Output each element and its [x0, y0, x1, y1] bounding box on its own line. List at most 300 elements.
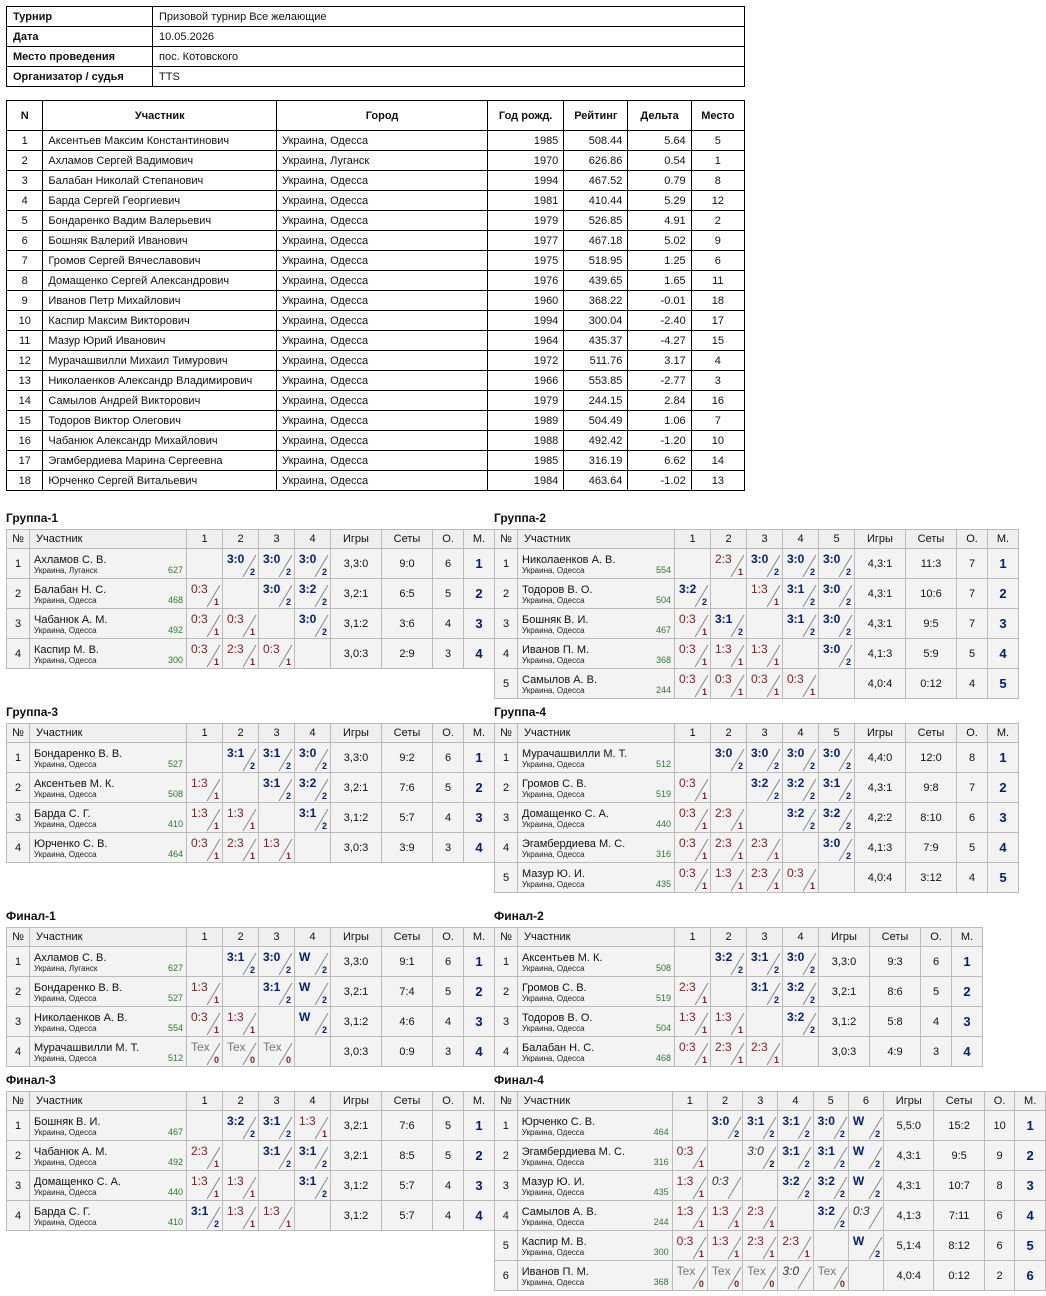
match-score: W: [852, 1174, 865, 1188]
place-cell: 2: [464, 579, 495, 609]
match-score: 0:3: [679, 672, 696, 686]
tournament-info-table: [6, 6, 745, 87]
player-cell: [517, 1201, 672, 1231]
group-row: [495, 579, 1019, 609]
player-rating: 368: [655, 655, 671, 665]
self-cell: [295, 1037, 331, 1067]
match-result: [675, 609, 711, 639]
place-cell: 3: [464, 803, 495, 833]
sets-cell: 9:0: [382, 549, 433, 579]
player-cell: [518, 609, 675, 639]
match-points: 1: [809, 687, 815, 697]
match-result: [848, 1201, 883, 1231]
sets-cell: 2:9: [382, 639, 433, 669]
match-points: 2: [285, 791, 291, 801]
group-column-header: 1: [187, 724, 223, 743]
match-points: 1: [701, 687, 707, 697]
match-points: 2: [213, 1219, 219, 1229]
match-score: Tex: [227, 1040, 246, 1054]
player-city: Украина, Одесса: [34, 1187, 97, 1197]
self-cell: [675, 549, 711, 579]
match-result: [675, 669, 711, 699]
participant-cell: 1994: [487, 311, 563, 331]
participant-cell: 10: [691, 431, 744, 451]
player-cell: [30, 1037, 187, 1067]
player-cell: [518, 743, 675, 773]
match-result: [711, 609, 747, 639]
player-city: Украина, Одесса: [521, 1277, 585, 1287]
group-column-header: О.: [433, 928, 464, 947]
row-number: 1: [7, 743, 30, 773]
participant-cell: 1.65: [628, 271, 691, 291]
match-result: [672, 1141, 707, 1171]
group-column-header: Игры: [331, 724, 382, 743]
group-row: [7, 1111, 495, 1141]
player-city: Украина, Одесса: [521, 1157, 585, 1167]
match-points: 2: [321, 821, 327, 831]
games-cell: 3,0:3: [819, 1037, 870, 1067]
participant-cell: Аксентьев Максим Константинович: [43, 131, 277, 151]
participant-cell: Украина, Одесса: [277, 291, 488, 311]
match-points: 2: [249, 965, 255, 975]
match-score: 0:3: [852, 1204, 870, 1218]
group-title: Группа-2: [494, 511, 547, 525]
place-cell: 5: [988, 669, 1019, 699]
participant-cell: 1977: [487, 231, 563, 251]
sets-cell: 0:9: [382, 1037, 433, 1067]
info-value: 10.05.2026: [153, 27, 745, 47]
match-points: 1: [701, 1025, 707, 1035]
player-city: Украина, Одесса: [34, 1157, 97, 1167]
match-result: [223, 549, 259, 579]
games-cell: 3,2:1: [819, 977, 870, 1007]
row-number: 2: [495, 1141, 518, 1171]
match-score: 3:1: [263, 980, 281, 994]
match-points: 1: [769, 1249, 775, 1259]
match-points: 2: [809, 791, 815, 801]
player-city: Украина, Одесса: [522, 759, 585, 769]
match-score: 3:0: [751, 552, 769, 566]
player-name: Бошняк В. И.: [522, 613, 589, 626]
participant-cell: Эгамбердиева Марина Сергеевна: [43, 451, 277, 471]
player-city: Украина, Одесса: [521, 1187, 585, 1197]
participant-cell: 5.29: [628, 191, 691, 211]
match-score: 0:3: [715, 672, 732, 686]
group-column-header: 2: [707, 1092, 742, 1111]
player-cell: [518, 1037, 675, 1067]
sets-cell: 3:12: [906, 863, 957, 893]
points-cell: 4: [433, 803, 464, 833]
self-cell: [259, 1171, 295, 1201]
sets-cell: 4:9: [870, 1037, 921, 1067]
participant-cell: 1966: [487, 371, 563, 391]
match-result: [675, 1037, 711, 1067]
match-result: [711, 947, 747, 977]
match-points: 2: [809, 627, 815, 637]
match-result: [187, 1141, 223, 1171]
player-city: Украина, Одесса: [522, 789, 585, 799]
match-points: 2: [285, 995, 291, 1005]
match-result: [819, 579, 855, 609]
player-name: Самылов А. В.: [521, 1205, 597, 1218]
player-rating: 435: [655, 879, 671, 889]
row-number: 5: [495, 669, 518, 699]
participant-cell: Украина, Одесса: [277, 391, 488, 411]
group-column-header: М.: [1015, 1092, 1046, 1111]
participant-row: [7, 151, 745, 171]
self-cell: [187, 947, 223, 977]
match-score: Tex: [817, 1264, 837, 1278]
group-table: [494, 529, 1019, 699]
match-result: [819, 803, 855, 833]
match-score: 3:2: [227, 1114, 245, 1128]
sets-cell: 9:8: [906, 773, 957, 803]
games-cell: 3,2:1: [331, 773, 382, 803]
participant-cell: 16: [7, 431, 43, 451]
match-score: 0:3: [787, 866, 804, 880]
games-cell: 3,2:1: [331, 1111, 382, 1141]
player-city: Украина, Одесса: [34, 1023, 97, 1033]
self-cell: [819, 863, 855, 893]
group-column-header: О.: [984, 1092, 1015, 1111]
player-name: Барда С. Г.: [34, 807, 91, 820]
match-points: 0: [213, 1055, 219, 1065]
match-result: [783, 609, 819, 639]
match-points: 1: [698, 1219, 704, 1229]
match-score: 1:3: [715, 642, 732, 656]
group-column-header: 2: [223, 530, 259, 549]
match-result: [187, 1171, 223, 1201]
participant-cell: 16: [691, 391, 744, 411]
match-score: 1:3: [751, 642, 768, 656]
group-table: [494, 927, 983, 1067]
player-city: Украина, Одесса: [34, 1127, 97, 1137]
match-score: 3:0: [263, 950, 281, 964]
participant-cell: Украина, Одесса: [277, 351, 488, 371]
participant-row: [7, 191, 745, 211]
player-cell: [30, 609, 187, 639]
participant-cell: 316.19: [564, 451, 628, 471]
self-cell: [223, 773, 259, 803]
match-points: 1: [213, 597, 219, 607]
place-cell: 4: [988, 833, 1019, 863]
participant-row: [7, 211, 745, 231]
participant-cell: 244.15: [564, 391, 628, 411]
group-row: [7, 977, 495, 1007]
participant-cell: 6.62: [628, 451, 691, 471]
match-result: [848, 1111, 883, 1141]
self-cell: [707, 1141, 742, 1171]
match-points: 1: [701, 1055, 707, 1065]
player-rating: 300: [167, 655, 183, 665]
group-column-header: Участник: [517, 1092, 672, 1111]
match-score: 1:3: [227, 1174, 244, 1188]
player-rating: 527: [167, 993, 183, 1003]
match-result: [783, 549, 819, 579]
match-score: 0:3: [191, 1010, 208, 1024]
participant-cell: 4: [7, 191, 43, 211]
match-score: 1:3: [299, 1114, 316, 1128]
match-points: 2: [321, 995, 327, 1005]
group-row: [495, 1007, 983, 1037]
group-column-header: №: [7, 928, 30, 947]
match-score: 3:1: [782, 1114, 800, 1128]
player-name: Тодоров В. О.: [522, 583, 593, 596]
place-cell: 3: [988, 803, 1019, 833]
group-column-header: 5: [819, 724, 855, 743]
participant-cell: 7: [7, 251, 43, 271]
match-result: [711, 669, 747, 699]
group-row: [7, 1171, 495, 1201]
points-cell: 9: [984, 1141, 1015, 1171]
player-city: Украина, Одесса: [521, 1217, 585, 1227]
match-score: W: [299, 980, 311, 994]
player-cell: [518, 773, 675, 803]
player-rating: 492: [167, 625, 183, 635]
player-rating: 410: [167, 1217, 183, 1227]
group-column-header: 4: [295, 530, 331, 549]
participant-cell: Николаенков Александр Владимирович: [43, 371, 277, 391]
match-points: 2: [845, 627, 851, 637]
group-row: [495, 743, 1019, 773]
group-column-header: Сеты: [906, 724, 957, 743]
row-number: 4: [7, 639, 30, 669]
match-score: 1:3: [263, 1204, 280, 1218]
match-points: 1: [213, 851, 219, 861]
row-number: 1: [7, 1111, 30, 1141]
group-column-header: 4: [778, 1092, 813, 1111]
match-score: 0:3: [676, 1234, 694, 1248]
player-rating: 410: [167, 819, 183, 829]
match-result: [813, 1111, 848, 1141]
place-cell: 4: [464, 833, 495, 863]
place-cell: 2: [464, 1141, 495, 1171]
match-points: 2: [701, 597, 707, 607]
match-result: [819, 609, 855, 639]
match-result: [223, 1007, 259, 1037]
participant-row: [7, 451, 745, 471]
player-cell: [518, 833, 675, 863]
participant-cell: Украина, Одесса: [277, 371, 488, 391]
match-result: [783, 579, 819, 609]
self-cell: [672, 1111, 707, 1141]
row-number: 1: [495, 1111, 518, 1141]
participant-cell: 1985: [487, 131, 563, 151]
row-number: 4: [7, 1037, 30, 1067]
place-cell: 1: [988, 743, 1019, 773]
group-title: Финал-2: [494, 909, 544, 923]
player-city: Украина, Одесса: [522, 1053, 585, 1063]
match-points: 2: [809, 965, 815, 975]
place-cell: 2: [464, 977, 495, 1007]
player-name: Громов С. В.: [522, 981, 587, 994]
match-result: [783, 803, 819, 833]
participant-cell: 1.25: [628, 251, 691, 271]
sets-cell: 5:7: [382, 1171, 433, 1201]
row-number: 2: [7, 1141, 30, 1171]
group-column-header: Сеты: [382, 530, 433, 549]
group-column-header: 4: [295, 928, 331, 947]
match-result: [743, 1261, 778, 1291]
participant-cell: 1972: [487, 351, 563, 371]
participant-row: [7, 471, 745, 491]
match-score: 3:0: [715, 746, 733, 760]
place-cell: 3: [464, 1171, 495, 1201]
group-column-header: Игры: [331, 928, 382, 947]
player-cell: [517, 1261, 672, 1291]
player-name: Балабан Н. С.: [522, 1041, 595, 1054]
points-cell: 5: [433, 1111, 464, 1141]
participant-cell: Украина, Одесса: [277, 451, 488, 471]
match-score: 3:0: [263, 582, 281, 596]
group-column-header: 4: [295, 724, 331, 743]
self-cell: [813, 1231, 848, 1261]
match-result: [778, 1261, 813, 1291]
match-score: 3:0: [823, 642, 841, 656]
points-cell: 5: [433, 977, 464, 1007]
group-column-header: 2: [711, 724, 747, 743]
match-points: 1: [285, 1219, 291, 1229]
player-rating: 504: [655, 1023, 671, 1033]
match-score: 1:3: [711, 1234, 729, 1248]
match-points: 1: [698, 1249, 704, 1259]
group-row: [7, 1201, 495, 1231]
player-cell: [518, 947, 675, 977]
participant-cell: 8: [691, 171, 744, 191]
group-column-header: Участник: [518, 724, 675, 743]
match-points: 2: [285, 965, 291, 975]
match-points: 2: [875, 1189, 881, 1199]
place-cell: 2: [464, 773, 495, 803]
player-cell: [30, 1111, 187, 1141]
player-city: Украина, Одесса: [34, 595, 97, 605]
games-cell: 4,3:1: [855, 549, 906, 579]
match-points: 1: [737, 1025, 743, 1035]
match-points: 2: [845, 821, 851, 831]
group-title: Финал-3: [6, 1073, 56, 1087]
match-score: 3:0: [782, 1264, 800, 1278]
place-cell: 3: [464, 1007, 495, 1037]
sets-cell: 8:5: [382, 1141, 433, 1171]
place-cell: 1: [464, 1111, 495, 1141]
self-cell: [711, 579, 747, 609]
match-result: [783, 1007, 819, 1037]
games-cell: 3,1:2: [819, 1007, 870, 1037]
points-cell: 6: [433, 549, 464, 579]
match-points: 2: [321, 627, 327, 637]
match-result: [819, 639, 855, 669]
group-table: [6, 927, 495, 1067]
group-column-header: 1: [672, 1092, 707, 1111]
participant-cell: 17: [691, 311, 744, 331]
player-city: Украина, Одесса: [34, 1217, 97, 1227]
participant-cell: 467.52: [564, 171, 628, 191]
row-number: 1: [495, 743, 518, 773]
match-points: 2: [845, 791, 851, 801]
points-cell: 5: [921, 977, 952, 1007]
player-name: Громов С. В.: [522, 777, 587, 790]
participant-cell: 300.04: [564, 311, 628, 331]
games-cell: 4,2:2: [855, 803, 906, 833]
participant-cell: 5.64: [628, 131, 691, 151]
group-column-header: М.: [988, 724, 1019, 743]
games-cell: 4,4:0: [855, 743, 906, 773]
match-points: 2: [875, 1159, 881, 1169]
match-points: 1: [249, 851, 255, 861]
match-score: 0:3: [191, 642, 208, 656]
participant-cell: -4.27: [628, 331, 691, 351]
match-points: 1: [285, 657, 291, 667]
participant-cell: Тодоров Виктор Олегович: [43, 411, 277, 431]
place-cell: 5: [1015, 1231, 1046, 1261]
player-rating: 508: [167, 789, 183, 799]
group-header-row: [495, 530, 1019, 549]
match-result: [259, 1201, 295, 1231]
match-score: 3:0: [227, 552, 245, 566]
points-cell: 4: [957, 669, 988, 699]
row-number: 2: [7, 579, 30, 609]
match-points: 1: [213, 1025, 219, 1035]
group-row: [495, 1171, 1046, 1201]
match-result: [295, 743, 331, 773]
group-column-header: М.: [464, 1092, 495, 1111]
points-cell: 6: [433, 743, 464, 773]
games-cell: 3,3:0: [331, 549, 382, 579]
player-cell: [517, 1111, 672, 1141]
participant-row: [7, 311, 745, 331]
player-name: Ахламов С. В.: [34, 553, 107, 566]
group-title: Группа-1: [6, 511, 59, 525]
player-cell: [518, 977, 675, 1007]
group-column-header: №: [495, 1092, 518, 1111]
place-cell: 3: [952, 1007, 983, 1037]
group-row: [495, 609, 1019, 639]
match-points: 2: [285, 567, 291, 577]
match-result: [295, 947, 331, 977]
player-city: Украина, Одесса: [34, 759, 97, 769]
points-cell: 3: [433, 833, 464, 863]
participant-row: [7, 371, 745, 391]
player-cell: [518, 863, 675, 893]
match-score: 3:1: [787, 612, 805, 626]
sets-cell: 10:7: [934, 1171, 984, 1201]
group-table: [494, 1091, 1046, 1291]
participant-row: [7, 251, 745, 271]
row-number: 1: [7, 947, 30, 977]
match-result: [295, 1141, 331, 1171]
group-column-header: О.: [957, 724, 988, 743]
player-name: Аксентьев М. К.: [522, 951, 603, 964]
match-points: 2: [809, 567, 815, 577]
match-points: 1: [213, 1189, 219, 1199]
player-city: Украина, Луганск: [34, 565, 98, 575]
match-result: [783, 773, 819, 803]
self-cell: [819, 669, 855, 699]
player-rating: 467: [655, 625, 671, 635]
match-result: [223, 1201, 259, 1231]
match-result: [259, 833, 295, 863]
sets-cell: 8:6: [870, 977, 921, 1007]
match-points: 1: [769, 1219, 775, 1229]
games-cell: 3,1:2: [331, 609, 382, 639]
participant-cell: 8: [7, 271, 43, 291]
match-score: 0:3: [679, 642, 696, 656]
group-column-header: 3: [747, 724, 783, 743]
participant-cell: 1.06: [628, 411, 691, 431]
player-cell: [30, 833, 187, 863]
group-column-header: Участник: [518, 928, 675, 947]
row-number: 3: [495, 1007, 518, 1037]
